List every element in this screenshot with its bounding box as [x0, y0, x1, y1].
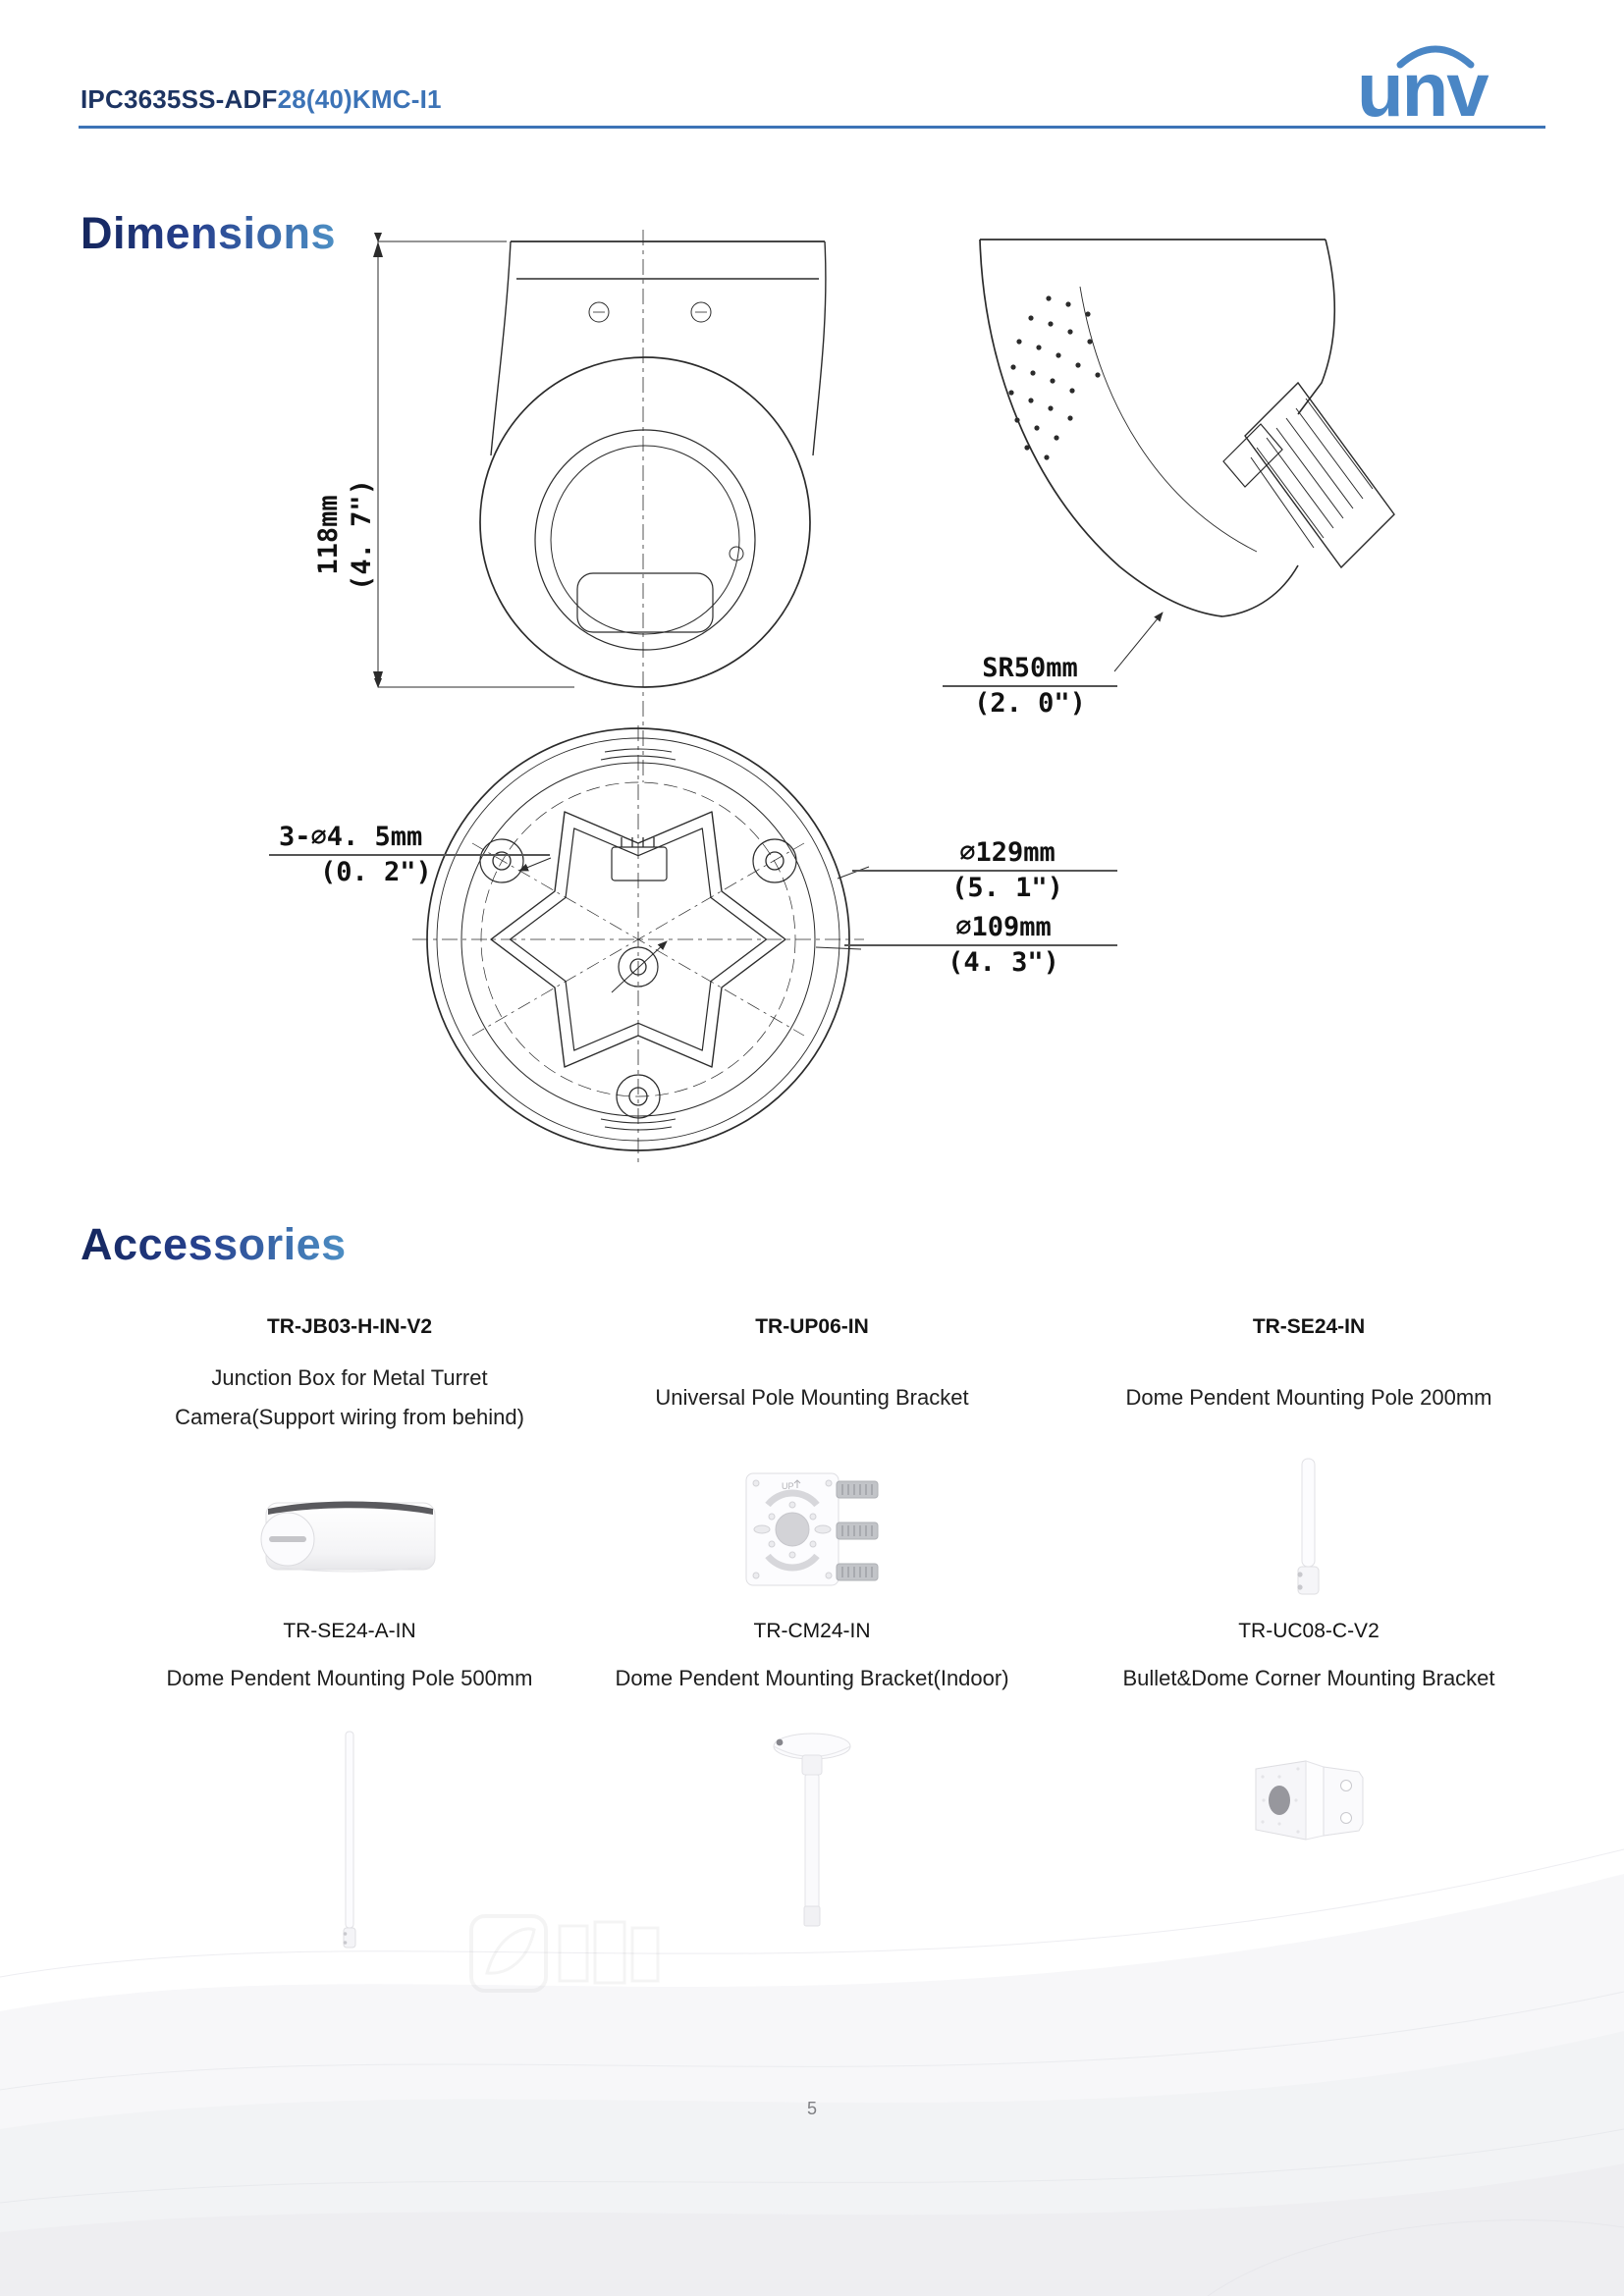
- dimension-label-inner-diameter: [844, 911, 1117, 980]
- accessory-card: [98, 1620, 601, 1698]
- accessory-image-pole-200: [1057, 1451, 1560, 1608]
- logo-text: unv: [1357, 46, 1488, 126]
- header-divider: [79, 126, 1545, 129]
- dimension-label-outer-diameter: [852, 836, 1117, 905]
- accessory-desc: Dome Pendent Mounting Pole 200mm: [1125, 1384, 1492, 1410]
- holes-in: (0. 2"): [320, 856, 432, 887]
- accessory-card: [561, 1620, 1063, 1698]
- dimensions-section-title: Dimensions: [81, 208, 337, 258]
- accessory-image-junction-box: [98, 1451, 601, 1608]
- accessories-section-title: Accessories: [81, 1219, 347, 1269]
- accessory-card: [561, 1315, 1063, 1447]
- dimension-label-sphere-radius: [943, 652, 1117, 721]
- accessory-image-corner-bracket: [1057, 1730, 1560, 1960]
- model-prefix: IPC3635SS-ADF: [81, 84, 278, 114]
- accessory-image-pole-500: [98, 1730, 601, 1960]
- accessory-card: [1057, 1315, 1560, 1447]
- up-marking: UP: [782, 1481, 794, 1491]
- height-mm: 118mm: [313, 495, 344, 575]
- page-title-model: [81, 84, 442, 115]
- accessory-model: TR-SE24-IN: [1252, 1315, 1366, 1338]
- front-view-drawing: [324, 228, 844, 792]
- accessory-card: [98, 1315, 601, 1447]
- outer-dia-mm: ⌀129mm: [852, 836, 1117, 872]
- accessory-model: TR-SE24-A-IN: [283, 1620, 416, 1642]
- inner-dia-mm: ⌀109mm: [844, 911, 1117, 946]
- accessory-model: TR-JB03-H-IN-V2: [266, 1315, 433, 1338]
- accessory-desc: Dome Pendent Mounting Pole 500mm: [166, 1666, 533, 1690]
- accessory-desc: Bullet&Dome Corner Mounting Bracket: [1122, 1666, 1495, 1690]
- dimension-label-screw-holes: [269, 821, 550, 889]
- outer-dia-in: (5. 1"): [951, 872, 1063, 903]
- hose-clamps: [837, 1481, 878, 1580]
- accessory-desc: Universal Pole Mounting Bracket: [655, 1384, 969, 1410]
- dimension-label-height: [312, 456, 391, 614]
- inner-dia-in: (4. 3"): [947, 946, 1059, 978]
- accessory-card: [1057, 1620, 1560, 1698]
- page-number: 5: [806, 2099, 817, 2118]
- accessory-desc: Junction Box for Metal Turret Camera(Support wiring from behind): [175, 1364, 524, 1429]
- holes-mm: 3-⌀4. 5mm: [269, 821, 550, 856]
- accessory-model: TR-UC08-C-V2: [1238, 1620, 1380, 1642]
- accessory-model: TR-UP06-IN: [755, 1315, 869, 1338]
- height-in: (4. 7"): [346, 479, 377, 591]
- accessory-image-ceiling-bracket: [561, 1730, 1063, 1960]
- model-suffix: 28(40)KMC-I1: [277, 84, 442, 114]
- accessory-model: TR-CM24-IN: [753, 1620, 871, 1642]
- unv-logo-icon: [1326, 39, 1551, 126]
- sphere-radius-mm: SR50mm: [943, 652, 1117, 687]
- accessory-image-pole-bracket: [561, 1451, 1063, 1608]
- sphere-radius-in: (2. 0"): [974, 687, 1086, 719]
- accessory-desc: Dome Pendent Mounting Bracket(Indoor): [615, 1666, 1009, 1690]
